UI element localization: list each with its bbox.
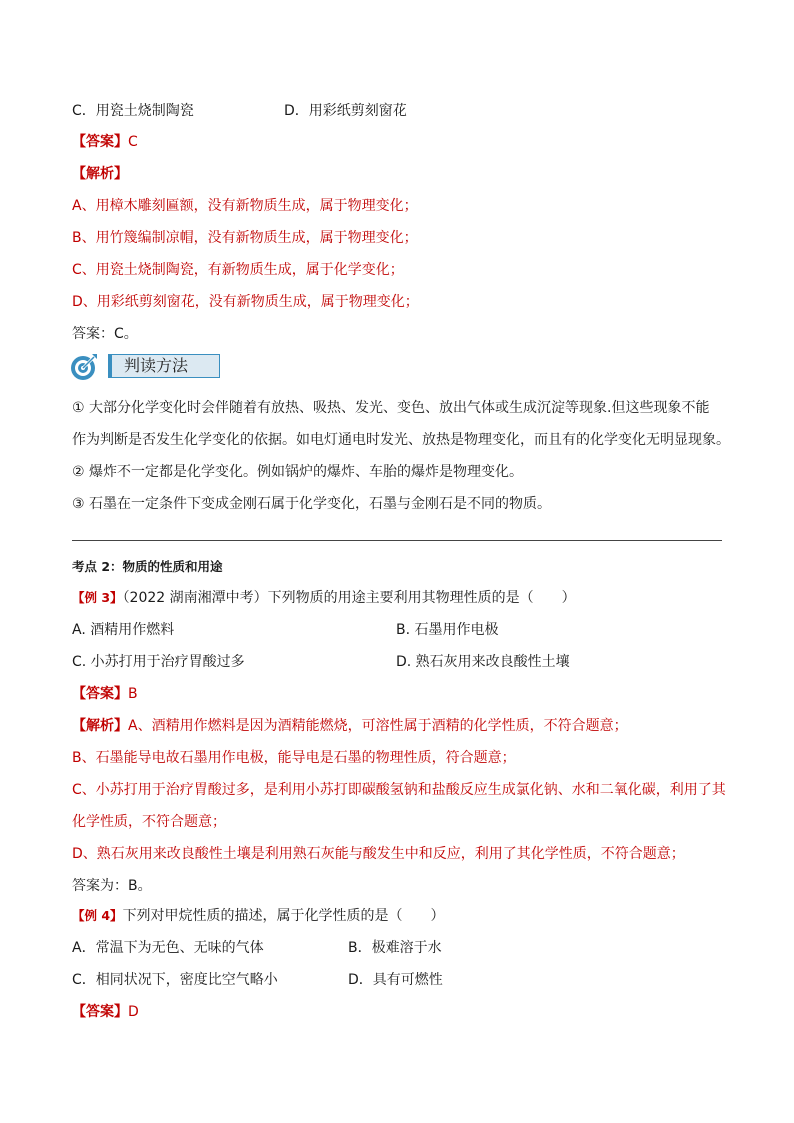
final-answer: 答案为：B。 (72, 878, 152, 894)
example-4-stem (72, 906, 445, 926)
example-4-option-a: A．常温下为无色、无味的气体 (72, 940, 264, 956)
analysis-text: A、酒精用作燃料是因为酒精能燃烧，可溶性属于酒精的化学性质，不符合题意； (128, 718, 628, 734)
question-option-d (284, 101, 407, 121)
example-3-option-d: D. 熟石灰用来改良酸性土壤 (396, 654, 570, 670)
method-point: ② 爆炸不一定都是化学变化。例如锅炉的爆炸、车胎的爆炸是物理变化。 (72, 464, 523, 480)
example-4-option-b: B．极难溶于水 (348, 940, 442, 956)
analysis-line: C、用瓷土烧制陶瓷，有新物质生成，属于化学变化； (72, 262, 404, 278)
method-point: 作为判断是否发生化学变化的依据。如电灯通电时发光、放热是物理变化，而且有的化学变化无明显现象。 (72, 432, 730, 448)
analysis-tag: 【解析】 (72, 166, 128, 182)
analysis-heading (72, 164, 128, 184)
method-heading (70, 352, 220, 382)
example-4-option-d: D．具有可燃性 (348, 972, 443, 988)
example-tag: 【例 4】 (72, 908, 123, 923)
analysis-line: D、熟石灰用来改良酸性土壤是利用熟石灰能与酸发生中和反应，利用了其化学性质，不符合题意； (72, 846, 685, 862)
answer-line (72, 132, 138, 152)
analysis-line: D、用彩纸剪刻窗花，没有新物质生成，属于物理变化； (72, 294, 419, 310)
example-tag: 【例 3】 (72, 590, 123, 605)
analysis-line: 化学性质，不符合题意； (72, 814, 226, 830)
answer-tag: 【答案】 (72, 1004, 128, 1020)
answer-value: B (128, 686, 138, 702)
example-stem-text: 下列对甲烷性质的描述，属于化学性质的是（ ） (122, 908, 445, 924)
example-stem-text: （2022 湖南湘潭中考）下列物质的用途主要利用其物理性质的是（ ） (122, 590, 576, 606)
method-title: 判读方法 (108, 354, 220, 378)
analysis-line: B、石墨能导电故石墨用作电极，能导电是石墨的物理性质，符合题意； (72, 750, 516, 766)
topic-heading: 考点 2：物质的性质和用途 (72, 559, 223, 574)
analysis-line: A、用樟木雕刻匾额，没有新物质生成，属于物理变化； (72, 198, 418, 214)
example-4-option-c: C．相同状况下，密度比空气略小 (72, 972, 278, 988)
section-divider (72, 540, 722, 541)
option-d-text: D．用彩纸剪刻窗花 (284, 103, 407, 119)
example-3-option-a: A. 酒精用作燃料 (72, 622, 175, 638)
analysis-line (72, 716, 628, 736)
analysis-line: B、用竹篾编制凉帽，没有新物质生成，属于物理变化； (72, 230, 418, 246)
answer-tag: 【答案】 (72, 686, 128, 702)
answer-value: C (128, 134, 138, 150)
method-point: ① 大部分化学变化时会伴随着有放热、吸热、发光、变色、放出气体或生成沉淀等现象.但这些现象不能 (72, 400, 710, 416)
example-3-stem (72, 588, 576, 608)
analysis-tag: 【解析】 (72, 718, 128, 734)
answer-line (72, 684, 138, 704)
analysis-line: C、小苏打用于治疗胃酸过多，是利用小苏打即碳酸氢钠和盐酸反应生成氯化钠、水和二氧化碳，利用了其 (72, 782, 726, 798)
example-3-option-c: C. 小苏打用于治疗胃酸过多 (72, 654, 245, 670)
answer-value: D (128, 1004, 139, 1020)
final-answer: 答案：C。 (72, 326, 138, 342)
method-point: ③ 石墨在一定条件下变成金刚石属于化学变化，石墨与金刚石是不同的物质。 (72, 496, 551, 512)
question-option-c (72, 101, 194, 121)
target-icon (70, 353, 98, 381)
answer-tag: 【答案】 (72, 134, 128, 150)
answer-line (72, 1002, 139, 1022)
option-c-text: C．用瓷土烧制陶瓷 (72, 103, 194, 119)
example-3-option-b: B. 石墨用作电极 (396, 622, 499, 638)
